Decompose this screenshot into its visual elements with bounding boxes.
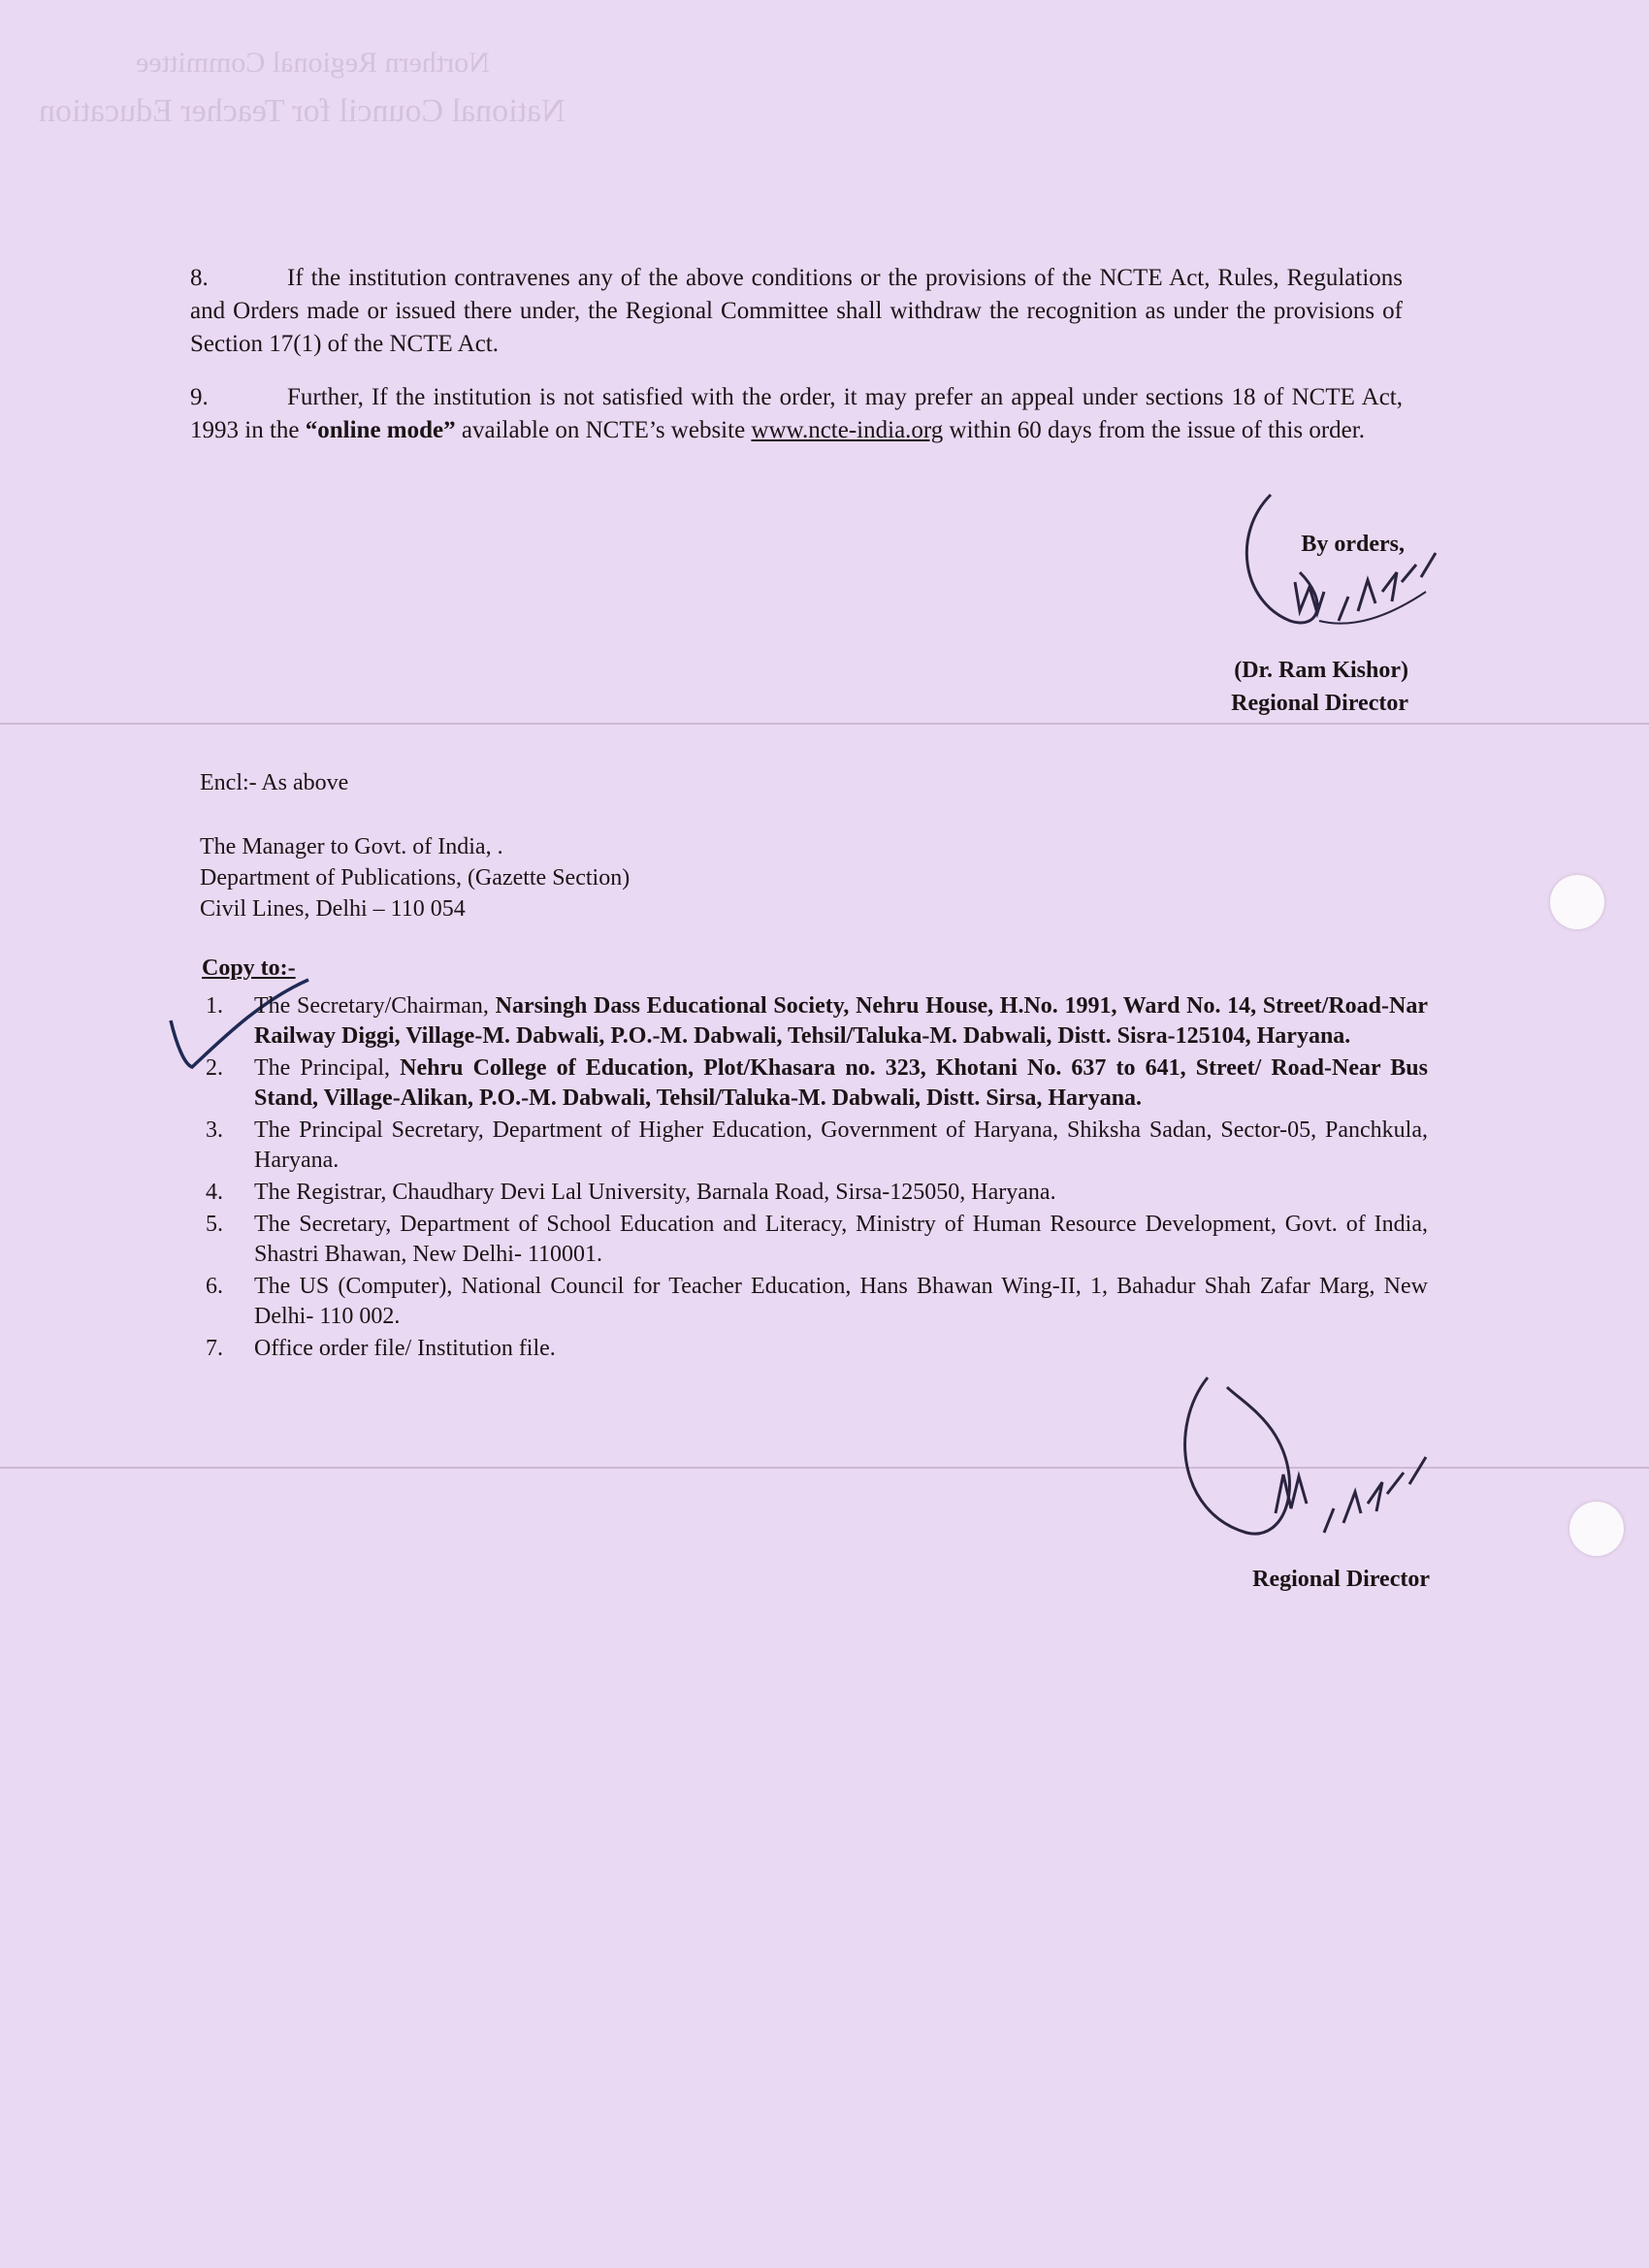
paragraph-number: 9. <box>190 384 209 410</box>
fold-line-upper <box>0 723 1649 725</box>
paragraph-text: within 60 days from the issue of this order. <box>943 417 1365 443</box>
list-item: 2. The Principal, Nehru College of Education, Plot/Khasara no. 323, Khotani No. 637 to 641, Street/ Road-Near Bus Stand, Village-Alikan, P.O.-M. Dabwali, Tehsil/Taluka-M. Dabwali, Distt. Sirsa, Haryana. <box>206 1055 1428 1111</box>
letterhead-bleed-line2: National Council for Teacher Education <box>39 93 566 129</box>
signatory-designation: Regional Director <box>1252 1567 1430 1592</box>
by-orders-label: By orders, <box>1301 532 1405 557</box>
list-item: 7. Office order file/ Institution file. <box>206 1336 556 1361</box>
addressee-line: Civil Lines, Delhi – 110 054 <box>200 896 466 922</box>
addressee-line: The Manager to Govt. of India, . <box>200 834 503 859</box>
list-item: 5. The Secretary, Department of School Education and Literacy, Ministry of Human Resource Development, Govt. of India, Shastri Bhawan, New Delhi- 110001. <box>206 1212 1428 1267</box>
punch-hole-upper <box>1550 875 1604 929</box>
ncte-website-link[interactable]: www.ncte-india.org <box>751 417 944 443</box>
list-item: 1. The Secretary/Chairman, Narsingh Dass Educational Society, Nehru House, H.No. 1991, Ward No. 14, Street/Road-Nar Railway Diggi, Village-M. Dabwali, P.O.-M. Dabwali, Tehsil/Taluka-M. Dabwali, Distt. Sisra-125104, Haryana. <box>206 993 1428 1049</box>
paragraph-text: available on NCTE’s website <box>455 417 752 443</box>
paragraph-8 <box>190 262 1403 361</box>
paragraph-number: 8. <box>190 265 209 291</box>
paragraph-9 <box>190 381 1403 447</box>
punch-hole-lower <box>1569 1502 1624 1556</box>
paragraph-text: Further, If the institution is not satisfied with the order, it may prefer an appeal under sections 18 of NCTE Act, 1993 in the <box>190 384 1403 443</box>
list-item: 3. The Principal Secretary, Department of Higher Education, Government of Haryana, Shiksha Sadan, Sector-05, Panchkula, Haryana. <box>206 1118 1428 1173</box>
online-mode-emphasis: “online mode” <box>305 417 456 443</box>
letterhead-bleed-line1: Northern Regional Committee <box>136 47 490 79</box>
list-item: 4. The Registrar, Chaudhary Devi Lal University, Barnala Road, Sirsa-125050, Haryana. <box>206 1180 1056 1205</box>
signatory-block-top <box>1067 654 1408 720</box>
signatory-block-bottom <box>1145 1563 1430 1596</box>
addressee-block <box>200 831 630 924</box>
paragraph-text: If the institution contravenes any of the above conditions or the provisions of the NCTE Act, Rules, Regulations and Orders made or issued there under, the Regional Committee shall withdraw the recognition as under the provisions of Section 17(1) of the NCTE Act. <box>190 265 1403 357</box>
addressee-line: Department of Publications, (Gazette Section) <box>200 865 630 891</box>
enclosure-note: Encl:- As above <box>200 770 349 795</box>
copy-to-list <box>206 991 1428 1366</box>
handwritten-signature-bottom <box>1169 1368 1460 1562</box>
handwritten-signature-top <box>1212 475 1465 660</box>
copy-to-heading: Copy to:- <box>202 956 296 981</box>
signatory-designation: Regional Director <box>1231 691 1408 716</box>
list-item: 6. The US (Computer), National Council for Teacher Education, Hans Bhawan Wing-II, 1, Bahadur Shah Zafar Marg, New Delhi- 110 002. <box>206 1274 1428 1329</box>
signatory-name: (Dr. Ram Kishor) <box>1234 658 1408 683</box>
